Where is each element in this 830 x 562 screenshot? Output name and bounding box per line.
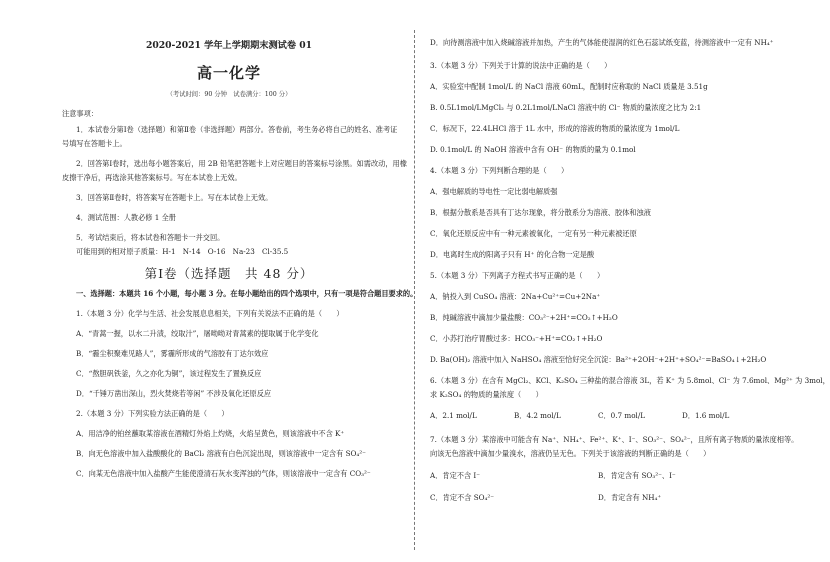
question-stem: 1.（本题 3 分）化学与生活、社会发展息息相关，下列有关说法不正确的是（ ） — [76, 309, 344, 318]
question-option: D．向待测溶液中加入烧碱溶液并加热，产生的气体能使湿润的红色石蕊试纸变蓝，待测溶液中一定有 NH₄⁺ — [430, 38, 774, 47]
option-row — [430, 493, 766, 503]
question-option: B．纯碱溶液中滴加少量盐酸：CO₃²⁻+2H⁺=CO₂↑+H₂O — [430, 313, 618, 322]
question-option: A．强电解质的导电性一定比弱电解质强 — [430, 187, 558, 196]
notes-line: 5．考试结束后，将本试卷和答题卡一并交回。 — [76, 233, 225, 242]
question-option: A．实验室中配制 1mol/L 的 NaCl 溶液 60mL，配制时应称取的 NaCl 质量是 3.51g — [430, 82, 708, 91]
question-option: A．2.1 mol/L — [430, 411, 477, 420]
question-option: B．向无色溶液中加入盐酸酸化的 BaCl₂ 溶液有白色沉淀出现，则该溶液中一定含有 SO₄²⁻ — [76, 449, 366, 458]
question-option: C．肯定不含 SO₄²⁻ — [430, 493, 495, 502]
question-option: B．“霾尘积聚难见路人”，雾霾所形成的气溶胶有丁达尔效应 — [76, 349, 269, 358]
notes-line: 号填写在答题卡上。 — [62, 139, 127, 148]
question-option: B. 0.5L1mol/LMgCl₂ 与 0.2L1mol/LNaCl 溶液中的 Cl⁻ 物质的量浓度之比为 2:1 — [430, 103, 702, 112]
question-stem: 向该无色溶液中滴加少量溴水，溶液仍呈无色。下列关于该溶液的判断正确的是（ ） — [430, 449, 711, 458]
question-option: C．标况下，22.4LHCl 溶于 1L 水中，形成的溶液的物质的量浓度为 1mol/L — [430, 124, 680, 133]
question-option: D．“千锤万凿出深山，烈火焚烧若等闲” 不涉及氧化还原反应 — [76, 389, 272, 398]
notes-line: 4．测试范围：人教必修 1 全册 — [76, 213, 176, 222]
question-stem: 5.（本题 3 分）下列离子方程式书写正确的是（ ） — [430, 271, 605, 280]
question-option: A．钠投入到 CuSO₄ 溶液：2Na+Cu²⁺=Cu+2Na⁺ — [430, 292, 601, 301]
question-option: D．电离时生成的阳离子只有 H⁺ 的化合物一定是酸 — [430, 250, 595, 259]
notes-line: 2．回答第Ⅰ卷时，选出每小题答案后，用 2B 铅笔把答题卡上对应题目的答案标号涂黑。如需改动，用橡 — [76, 159, 407, 168]
right-column — [430, 38, 830, 503]
notes-heading: 注意事项： — [62, 109, 98, 118]
question-option: C．0.7 mol/L — [598, 411, 646, 420]
notes-line: 3．回答第Ⅱ卷时，将答案写在答题卡上。写在本试卷上无效。 — [76, 193, 273, 202]
column-divider — [414, 30, 415, 550]
option-row — [430, 471, 766, 481]
question-option: C．氧化还原反应中有一种元素被氧化，一定有另一种元素被还原 — [430, 229, 637, 238]
question-option: A．“青蒿一握，以水二升渍，绞取汁”，屠呦呦对青蒿素的提取属于化学变化 — [76, 329, 319, 338]
question-option: C．向某无色溶液中加入盐酸产生能使澄清石灰水变浑浊的气体，则该溶液中一定含有 CO₃²⁻ — [76, 469, 371, 478]
question-option: B．肯定含有 SO₃²⁻、I⁻ — [598, 471, 676, 480]
question-option: D．肯定含有 NH₄⁺ — [598, 493, 662, 502]
instruction-line: 一、选择题：本题共 16 个小题，每小题 3 分。在每小题给出的四个选项中，只有一项是符合题目要求的。 — [76, 289, 418, 298]
question-option: C．小苏打治疗胃酸过多：HCO₃⁻+H⁺=CO₂↑+H₂O — [430, 334, 603, 343]
question-option: D. Ba(OH)₂ 溶液中加入 NaHSO₄ 溶液至恰好完全沉淀：Ba²⁺+2OH⁻+2H⁺+SO₄²⁻=BaSO₄↓+2H₂O — [430, 355, 767, 364]
notes-line: 1．本试卷分第Ⅰ卷（选择题）和第Ⅱ卷（非选择题）两部分。答卷前，考生务必将自己的姓名、准考证 — [76, 125, 398, 134]
question-stem: 7.（本题 3 分）某溶液中可能含有 Na⁺、NH₄⁺、Fe²⁺、K⁺、I⁻、SO₃²⁻、SO₄²⁻，且所有离子物质的量浓度相等。 — [430, 435, 799, 444]
question-option: A．肯定不含 I⁻ — [430, 471, 481, 480]
question-stem: 6.（本题 3 分）在含有 MgCl₂、KCl、K₂SO₄ 三种盐的混合溶液 3L，若 K⁺ 为 5.8mol、Cl⁻ 为 7.6mol、Mg²⁺ 为 3mol， — [430, 376, 830, 385]
exam-meta: （考试时间：90 分钟 试卷满分：100 分） — [166, 91, 292, 98]
question-stem: 4.（本题 3 分）下列判断合理的是（ ） — [430, 166, 569, 175]
option-row — [430, 411, 766, 421]
question-option: D．1.6 mol/L — [682, 411, 730, 420]
question-stem: 2.（本题 3 分）下列实验方法正确的是（ ） — [76, 409, 229, 418]
atomic-mass-line: 可能用到的相对原子质量：H-1 N-14 O-16 Na-23 Cl-35.5 — [76, 247, 289, 256]
section-title: 第Ⅰ卷（选择题 共 48 分） — [144, 266, 314, 281]
question-stem: 3.（本题 3 分）下列关于计算的说法中正确的是（ ） — [430, 61, 612, 70]
question-option: D. 0.1mol/L 的 NaOH 溶液中含有 OH⁻ 的物质的量为 0.1mol — [430, 145, 636, 154]
exam-title: 2020-2021 学年上学期期末测试卷 01 — [145, 40, 312, 51]
question-option: B．4.2 mol/L — [514, 411, 561, 420]
notes-line: 皮擦干净后，再选涂其他答案标号。写在本试卷上无效。 — [62, 173, 242, 182]
question-option: B．根据分散系是否具有丁达尔现象，将分散系分为溶液、胶体和浊液 — [430, 208, 651, 217]
question-stem: 求 K₂SO₄ 的物质的量浓度（ ） — [430, 390, 543, 399]
subject-title: 高一化学 — [196, 64, 261, 82]
left-column — [62, 36, 418, 479]
question-option: C．“熬胆矾铁釜，久之亦化为铜”，该过程发生了置换反应 — [76, 369, 262, 378]
question-option: A．用洁净的铂丝蘸取某溶液在酒精灯外焰上灼烧，火焰呈黄色，则该溶液中不含 K⁺ — [76, 429, 345, 438]
